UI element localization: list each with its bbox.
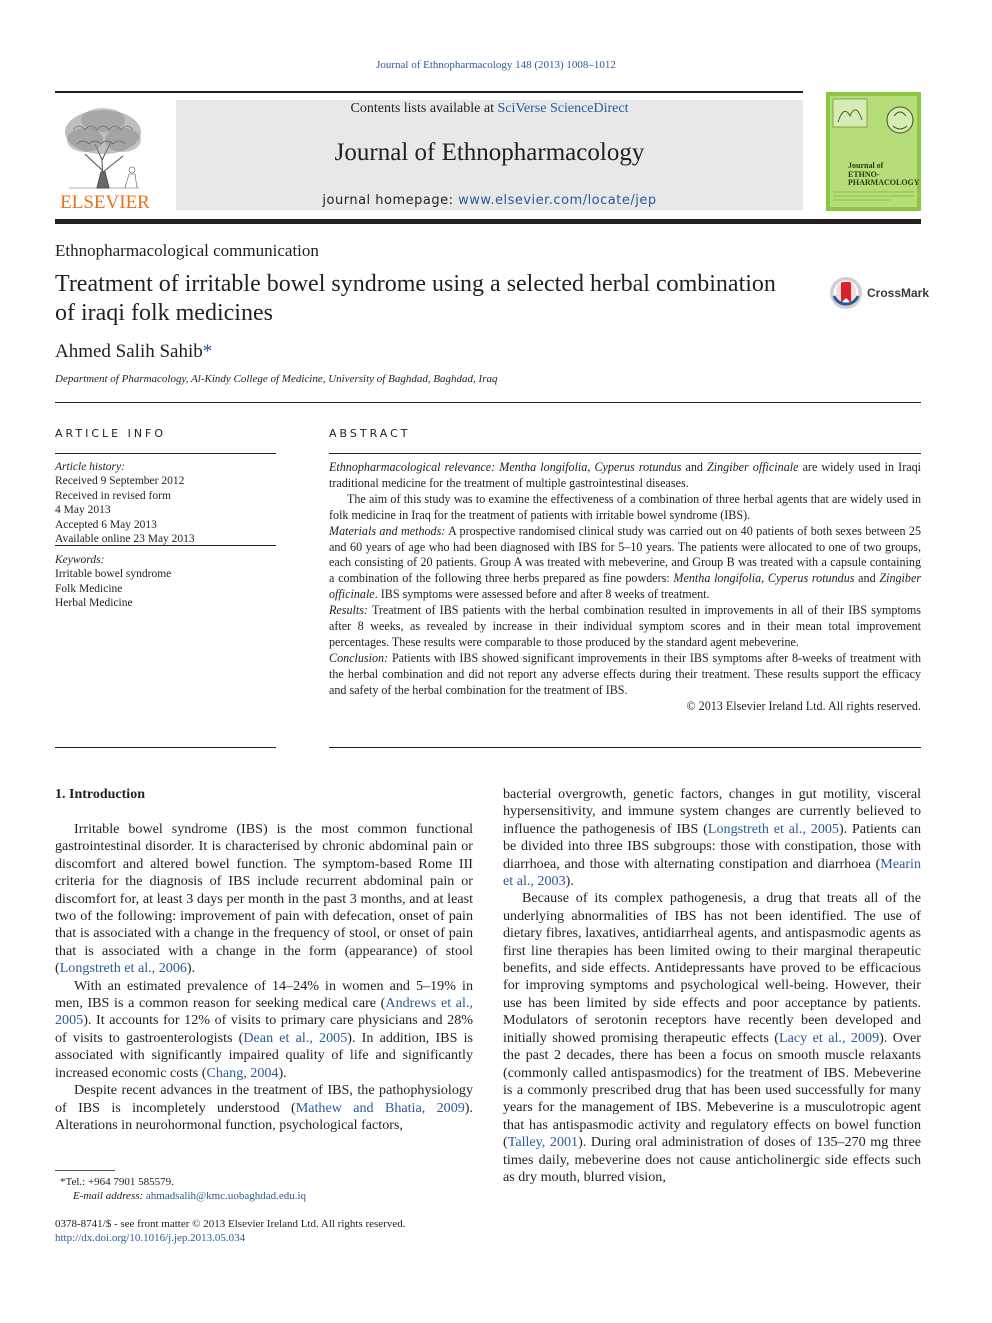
elsevier-tree-icon bbox=[55, 100, 155, 212]
article-info-rule bbox=[55, 453, 276, 454]
text-span: ). During oral administration of doses of 135–270 mg three times daily, mebeverine does not cause anticholinergic side effects such as dry mouth, blurred vision, bbox=[503, 1134, 921, 1185]
journal-title: Journal of Ethnopharmacology bbox=[334, 139, 645, 166]
email-link[interactable]: ahmadsalih@kmc.uobaghdad.edu.iq bbox=[145, 1190, 307, 1202]
text-span: ). In addition, IBS is associated with significantly impaired quality of life and significantly increased economic costs ( bbox=[55, 1029, 473, 1081]
cover-emblem-icon bbox=[830, 96, 920, 207]
reference-link[interactable]: Dean et al., 2005 bbox=[243, 1029, 348, 1046]
author-name: Ahmed Salih Sahib bbox=[55, 341, 203, 362]
text-span: With an estimated prevalence of 14–24% in women and 5–19% in men, IBS is a common reason for seeking medical care ( bbox=[55, 977, 473, 1012]
header-thick-rule bbox=[55, 219, 921, 224]
intro-paragraph bbox=[55, 1082, 473, 1134]
article-info-bottom-rule bbox=[55, 747, 276, 748]
keyword-item: Herbal Medicine bbox=[55, 597, 133, 610]
text-span: A prospective randomised clinical study was carried out on 40 patients of both sexes between 25 and 60 years of age who had been diagnosed with IBS for 5–10 years. The patients were allocated to one of two groups, each consisting of 20 patients. Group A was treated with mebeverine, and Group B was treated with a capsule containing a combination of the following three herbs prepared as fine powders: bbox=[329, 523, 921, 586]
reference-link[interactable]: Mearin et al., 2003 bbox=[503, 855, 921, 890]
intro-paragraph bbox=[503, 786, 921, 890]
text-span: Because of its complex pathogenesis, a drug that treats all of the underlying abnormalities of IBS has not been identified. The use of dietary fibres, laxatives, antidiarrheal agents, and antispasmodic agents as first line therapies has been limited owing to their marginal therapeutic benefits, and side effects. Antidepressants have proved to be efficacious for improving symptoms and psychological well-being. However, their use has been limited by side effects and poor acceptance by patients. Modulators of serotonin receptors have recently been developed and initially showed promising therapeutic effects ( bbox=[503, 890, 921, 1046]
text-span: Treatment of IBS patients with the herbal combination resulted in improvements in all of their IBS symptoms after 8 weeks, as revealed by increase in their individual symptom scores and in their mean total improvement percentages. These results were comparable to those produced by the standard agent mebeverine. bbox=[329, 603, 921, 649]
text-span: . IBS symptoms were assessed before and after 8 weeks of treatment. bbox=[374, 587, 710, 602]
reference-link[interactable]: Lacy et al., 2009 bbox=[778, 1029, 880, 1046]
history-label: Article history: bbox=[55, 461, 125, 473]
text-span: ). Over the past 2 decades, there has been a focus on smooth muscle relaxants (commonly called antispasmodics) for the treatment of IBS. Mebeverine is a commonly prescribed drug that has been used successfully for many years for the management of IBS. Mebeverine is a musculotropic agent that has antispasmodic activity and regulatory effects on bowel function ( bbox=[503, 1029, 921, 1151]
body-column-right bbox=[503, 786, 921, 1186]
text-span: ). bbox=[565, 873, 574, 890]
front-matter bbox=[55, 1217, 555, 1245]
article-title: Treatment of irritable bowel syndrome using a selected herbal combination of iraqi folk medicines bbox=[55, 271, 776, 326]
herb-name: Mentha longifolia bbox=[673, 571, 762, 586]
homepage-prefix: journal homepage: bbox=[322, 193, 459, 208]
text-span: Patients with IBS showed significant improvements in their IBS symptoms after 8-weeks of treatment with the herbal combination and did not report any adverse effects during their treatment. These results support the efficacy and safety of the herbal combination for the treatment of IBS. bbox=[329, 650, 921, 697]
reference-link[interactable]: Andrews et al., 2005 bbox=[55, 995, 473, 1029]
text-span: and bbox=[854, 571, 880, 586]
text-span: ). It accounts for 12% of visits to primary care physicians and 28% of visits to gastroenterologists ( bbox=[55, 1012, 473, 1046]
article-type: Ethnopharmacological communication bbox=[55, 241, 319, 260]
herb-name: Zingiber officinale bbox=[707, 460, 799, 474]
elsevier-logo[interactable] bbox=[55, 100, 155, 212]
text-span: ). Alterations in neurohormonal function, psychological factors, bbox=[55, 1099, 474, 1133]
author-line bbox=[55, 341, 212, 363]
title-bottom-rule bbox=[55, 402, 921, 403]
history-item: Received 9 September 2012 bbox=[55, 475, 185, 488]
author-footnote bbox=[60, 1175, 480, 1203]
author-affiliation: Department of Pharmacology, Al-Kindy College of Medicine, University of Baghdad, Baghdad, Iraq bbox=[55, 373, 498, 385]
relevance-label: Ethnopharmacological relevance: bbox=[329, 460, 496, 474]
herb-name: Cyperus rotundus bbox=[594, 460, 682, 474]
abstract-relevance bbox=[329, 460, 921, 492]
keywords-block bbox=[55, 553, 276, 611]
history-rule bbox=[55, 545, 276, 546]
text-span: ). Patients can be divided into three IBS subgroups: those with constipation, those with diarrhoea, and those with alternating constipation and diarrhoea ( bbox=[503, 820, 921, 872]
history-item: Accepted 6 May 2013 bbox=[55, 518, 157, 531]
abstract-body bbox=[329, 460, 921, 715]
abstract-rule bbox=[329, 453, 921, 454]
text-span: ). bbox=[278, 1064, 287, 1081]
article-info-heading: ARTICLE INFO bbox=[55, 427, 167, 440]
abstract-heading: ABSTRACT bbox=[329, 427, 411, 440]
reference-link[interactable]: Talley, 2001 bbox=[507, 1134, 579, 1151]
text-span: are widely used in Iraqi traditional medicine for the treatment of multiple gastrointestinal diseases. bbox=[329, 460, 921, 490]
footnote-tel: Tel.: +964 7901 585579. bbox=[65, 1176, 174, 1188]
author-footnote-mark[interactable]: * bbox=[202, 341, 213, 362]
herb-name: Zingiber officinale bbox=[329, 571, 922, 602]
homepage-link[interactable]: www.elsevier.com/locate/jep bbox=[458, 193, 657, 208]
section-heading-introduction: 1. Introduction bbox=[55, 787, 145, 802]
reference-link[interactable]: Longstreth et al., 2006 bbox=[59, 960, 187, 977]
footnote-tel-line bbox=[60, 1175, 480, 1189]
issn-line: 0378-8741/$ - see front matter © 2013 Elsevier Ireland Ltd. All rights reserved. bbox=[55, 1218, 406, 1230]
text-span: , bbox=[587, 460, 595, 474]
text-span: Despite recent advances in the treatment of IBS, the pathophysiology of IBS is incompletely understood ( bbox=[55, 1082, 473, 1116]
footnote-email-line bbox=[60, 1189, 480, 1203]
abstract-methods bbox=[329, 524, 921, 604]
abstract-conclusion bbox=[329, 651, 921, 699]
results-label: Results: bbox=[329, 603, 368, 618]
herb-name: Cyperus rotundus bbox=[767, 571, 855, 586]
cover-title: Journal of ETHNO-PHARMACOLOGY bbox=[848, 161, 920, 187]
doi-link[interactable]: http://dx.doi.org/10.1016/j.jep.2013.05.034 bbox=[55, 1232, 246, 1244]
history-item: Received in revised form bbox=[55, 489, 171, 502]
homepage-line bbox=[176, 193, 803, 208]
text-span: and bbox=[681, 460, 708, 474]
abstract-copyright: © 2013 Elsevier Ireland Ltd. All rights reserved. bbox=[686, 698, 921, 713]
journal-citation[interactable]: Journal of Ethnopharmacology 148 (2013) 1008–1012 bbox=[376, 59, 616, 71]
reference-link[interactable]: Longstreth et al., 2005 bbox=[707, 820, 839, 837]
text-span: Irritable bowel syndrome (IBS) is the most common functional gastrointestinal disorder. It is characterised by chronic abdominal pain or discomfort and altered bowel function. The symptom-based Rome III criteria for the diagnosis of IBS include recurrent abdominal pain or discomfort for, at least 3 days per month in the past 3 months, and at least two of the following: improvement of pain with defecation, onset of pain that is associated with a change in the frequency of stool, or onset of pain that is associated with a change in the form (appearance) of stool ( bbox=[55, 821, 473, 977]
abstract-results bbox=[329, 603, 921, 651]
header-top-rule bbox=[55, 91, 803, 93]
publisher-wordmark: ELSEVIER bbox=[60, 192, 150, 212]
abstract-bottom-rule bbox=[329, 747, 921, 748]
herb-name: Mentha longifolia bbox=[499, 460, 588, 474]
reference-link[interactable]: Chang, 2004 bbox=[206, 1064, 279, 1081]
crossmark-icon bbox=[829, 276, 863, 310]
methods-label: Materials and methods: bbox=[329, 523, 446, 538]
text-span: , bbox=[761, 571, 768, 586]
keyword-item: Irritable bowel syndrome bbox=[55, 568, 172, 581]
history-item: Available online 23 May 2013 bbox=[55, 533, 195, 546]
intro-paragraph bbox=[55, 821, 473, 978]
footnote-rule bbox=[55, 1170, 115, 1171]
conclusion-label: Conclusion: bbox=[329, 650, 389, 665]
text-span: bacterial overgrowth, genetic factors, changes in gut motility, visceral hypersensitivity, and immune system changes are currently believed to influence the pathogenesis of IBS ( bbox=[503, 786, 921, 837]
cover-panel bbox=[830, 96, 920, 207]
intro-paragraph bbox=[503, 890, 921, 1186]
intro-paragraph bbox=[55, 978, 473, 1082]
history-item: 4 May 2013 bbox=[55, 504, 111, 517]
text-span: ). bbox=[186, 960, 196, 977]
crossmark-label: CrossMark bbox=[867, 286, 930, 300]
reference-link[interactable]: Mathew and Bhatia, 2009 bbox=[295, 1099, 465, 1116]
sciencedirect-link[interactable]: SciVerse ScienceDirect bbox=[497, 101, 629, 116]
journal-cover-thumbnail[interactable] bbox=[826, 92, 921, 211]
crossmark-badge[interactable] bbox=[829, 276, 939, 310]
article-history bbox=[55, 460, 276, 546]
footnote-mark: * bbox=[60, 1176, 66, 1188]
email-label: E-mail address: bbox=[73, 1190, 146, 1202]
contents-prefix: Contents lists available at bbox=[350, 101, 498, 116]
abstract-aim: The aim of this study was to examine the effectiveness of a combination of three herbal agents that are widely used in folk medicine in Iraq for the treatment of patients with irritable bowel syndrome (IBS). bbox=[329, 491, 921, 522]
contents-line bbox=[176, 101, 803, 117]
keyword-item: Folk Medicine bbox=[55, 582, 123, 595]
keywords-label: Keywords: bbox=[55, 554, 105, 566]
body-column-left bbox=[55, 821, 473, 1134]
